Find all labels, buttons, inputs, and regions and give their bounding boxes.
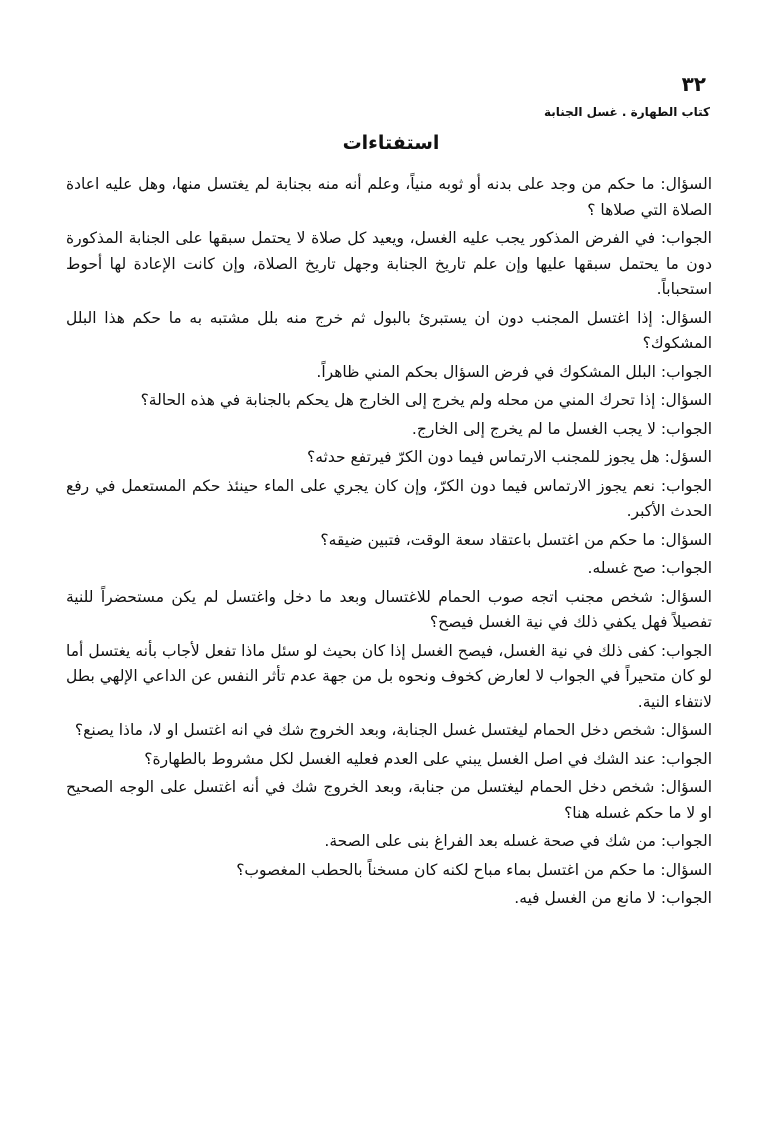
answer-paragraph: الجواب: من شك في صحة غسله بعد الفراغ بنى على الصحة.: [324, 832, 712, 850]
question-paragraph: السؤال: شخص دخل الحمام ليغتسل غسل الجنابة، وبعد الخروج شك في انه اغتسل او لا، ماذا يصنع؟: [74, 721, 712, 739]
question-paragraph: السؤال: شخص مجنب اتجه صوب الحمام للاغتسال وبعد ما دخل واغتسل لم يكن مستحضراً للنية تفصيلاً فهل يكفي ذلك في نية الغسل فيصح؟: [66, 587, 712, 631]
running-header: كتاب الطهارة . غسل الجنابة: [543, 105, 710, 119]
section-title: استفتاءات: [342, 132, 440, 154]
question-paragraph: السؤل: هل يجوز للمجنب الارتماس فيما دون الكرّ فيرتفع حدثه؟: [307, 448, 712, 466]
answer-paragraph: الجواب: نعم يجوز الارتماس فيما دون الكرّ، وإن كان يجري على الماء حينئذ حكم المستعمل في رفع الحدث الأكبر.: [66, 476, 712, 520]
answer-paragraph: الجواب: صح غسله.: [587, 559, 712, 577]
page-number: ٣٢: [681, 72, 706, 96]
question-paragraph: السؤال: ما حكم من اغتسل باعتقاد سعة الوقت، فتبين ضيقه؟: [320, 530, 712, 549]
answer-paragraph: الجواب: عند الشك في اصل الغسل يبني على العدم فعليه الغسل لكل مشروط بالطهارة؟: [144, 749, 712, 768]
question-paragraph: السؤال: شخص دخل الحمام ليغتسل من جنابة، وبعد الخروج شك في أنه اغتسل على الوجه الصحيح او لا ما حكم غسله هنا؟: [66, 778, 712, 822]
question-paragraph: السؤال: إذا تحرك المني من محله ولم يخرج إلى الخارج هل يحكم بالجنابة في هذه الحالة؟: [140, 391, 712, 409]
answer-paragraph: الجواب: لا مانع من الغسل فيه.: [514, 889, 712, 907]
question-paragraph: السؤال: إذا اغتسل المجنب دون ان يستبرئ بالبول ثم خرج منه بلل مشتبه به ما حكم هذا البلل المشكوك؟: [66, 308, 712, 352]
question-paragraph: السؤال: ما حكم من وجد على بدنه أو ثوبه منياً، وعلم أنه منه بجنابة لم يغتسل منها، وهل عليه اعادة الصلاة التي صلاها ؟: [66, 175, 712, 219]
question-paragraph: السؤال: ما حكم من اغتسل بماء مباح لكنه كان مسخناً بالحطب المغصوب؟: [236, 860, 712, 879]
answer-paragraph: الجواب: كفى ذلك في نية الغسل، فيصح الغسل إذا كان بحيث لو سئل ماذا تفعل لأجاب بأنه يغتسل أما لو كان متحيراً في الجواب لا لعارض كخوف ونحوه بل من جهة عدم تأثر النفس عن الداعي الإلهي بطل لانتفاء النية.: [66, 641, 712, 711]
qa-list: [66, 172, 712, 915]
answer-paragraph: الجواب: لا يجب الغسل ما لم يخرج إلى الخارج.: [411, 419, 712, 438]
answer-paragraph: الجواب: في الفرض المذكور يجب عليه الغسل، ويعيد كل صلاة لا يحتمل سبقها على الجنابة المذكورة دون ما يحتمل سبقها عليها وإن علم تاريخ الجنابة وجهل تاريخ الصلاة، وإن كانت الإعادة لها أحوط استحباباً.: [66, 229, 712, 298]
answer-paragraph: الجواب: البلل المشكوك في فرض السؤال بحكم المني ظاهراً.: [316, 362, 712, 381]
